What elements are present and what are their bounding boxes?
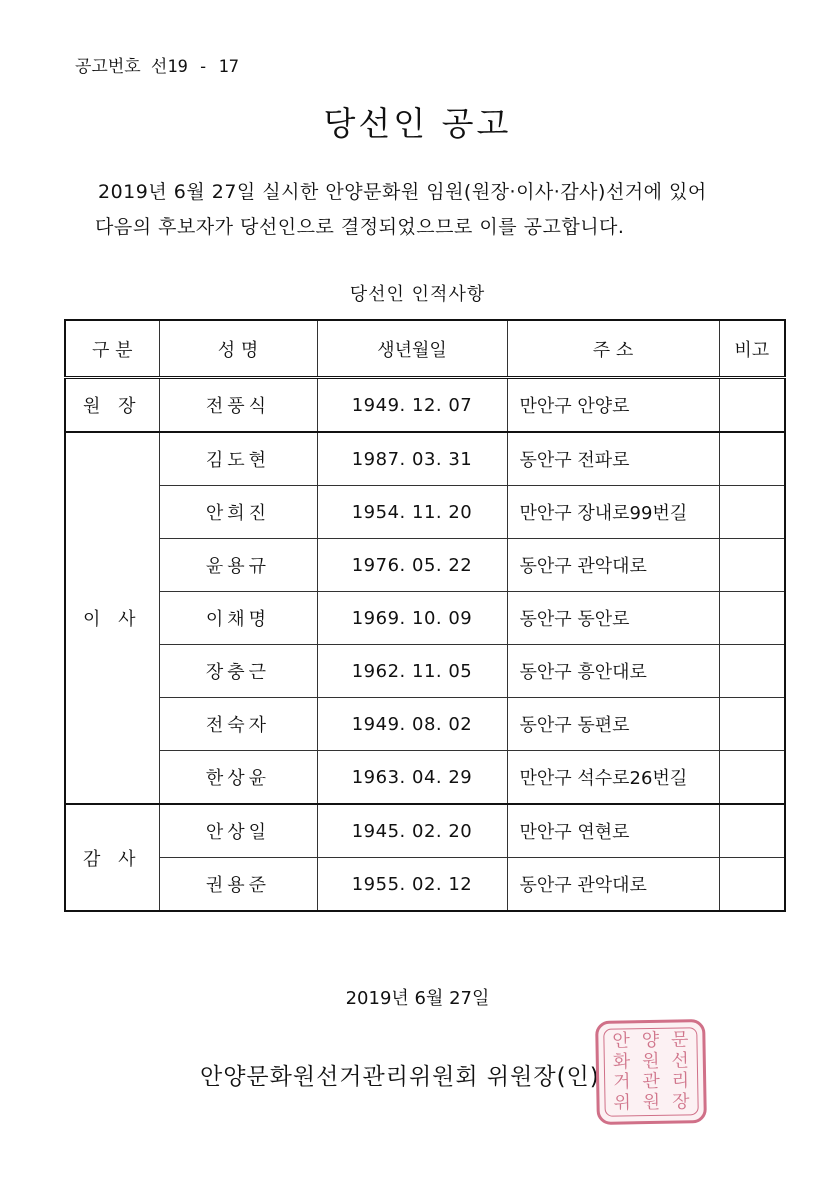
- cell-note: [719, 804, 785, 858]
- table-row: [65, 751, 785, 805]
- cell-address: 동안구 동편로: [507, 698, 719, 751]
- seal-glyph: 화: [612, 1051, 631, 1073]
- cell-address: 동안구 전파로: [507, 432, 719, 486]
- cell-name: 윤용규: [159, 539, 317, 592]
- table-caption: 당선인 인적사항: [349, 284, 486, 305]
- category-auditor: 감 사: [65, 804, 159, 911]
- cell-address: 동안구 흥안대로: [507, 645, 719, 698]
- table-header-row: [65, 320, 785, 378]
- seal-glyph: 양: [641, 1030, 660, 1052]
- header-dob: 생년월일: [317, 320, 507, 378]
- notice-body-line-2: 다음의 후보자가 당선인으로 결정되었으므로 이를 공고합니다.: [95, 216, 625, 238]
- table-row: [65, 432, 785, 486]
- cell-name: 전숙자: [159, 698, 317, 751]
- cell-address: 만안구 안양로: [507, 378, 719, 433]
- cell-name: 안희진: [159, 486, 317, 539]
- cell-name: 김도현: [159, 432, 317, 486]
- table-row: [65, 698, 785, 751]
- cell-address: 만안구 장내로99번길: [507, 486, 719, 539]
- cell-address: 동안구 관악대로: [507, 539, 719, 592]
- table-row: [65, 592, 785, 645]
- cell-note: [719, 751, 785, 805]
- table-row: [65, 804, 785, 858]
- seal-glyph: 원: [641, 1050, 660, 1072]
- cell-address: 동안구 동안로: [507, 592, 719, 645]
- cell-note: [719, 858, 785, 912]
- cell-name: 전풍식: [159, 378, 317, 433]
- cell-dob: 1949. 08. 02: [317, 698, 507, 751]
- notice-number: 공고번호 선19 - 17: [75, 57, 239, 77]
- cell-name: 권용준: [159, 858, 317, 912]
- cell-address: 동안구 관악대로: [507, 858, 719, 912]
- cell-name: 한상윤: [159, 751, 317, 805]
- cell-dob: 1976. 05. 22: [317, 539, 507, 592]
- seal-glyph: 리: [671, 1070, 690, 1092]
- cell-note: [719, 378, 785, 433]
- table-row: [65, 858, 785, 912]
- seal-glyph: 위: [613, 1092, 632, 1114]
- notice-body: [95, 175, 798, 245]
- cell-dob: 1945. 02. 20: [317, 804, 507, 858]
- cell-dob: 1963. 04. 29: [317, 751, 507, 805]
- signature-date: 2019년 6월 27일: [345, 988, 490, 1009]
- cell-name: 이채명: [159, 592, 317, 645]
- cell-note: [719, 539, 785, 592]
- cell-note: [719, 432, 785, 486]
- cell-dob: 1962. 11. 05: [317, 645, 507, 698]
- seal-glyph: 문: [670, 1029, 689, 1051]
- seal-glyph: 원: [642, 1091, 661, 1113]
- header-name: 성 명: [159, 320, 317, 378]
- seal-inner-border: [603, 1027, 699, 1117]
- cell-note: [719, 592, 785, 645]
- cell-dob: 1949. 12. 07: [317, 378, 507, 433]
- cell-dob: 1955. 02. 12: [317, 858, 507, 912]
- cell-name: 장충근: [159, 645, 317, 698]
- table-row: [65, 539, 785, 592]
- cell-address: 만안구 석수로26번길: [507, 751, 719, 805]
- seal-glyph: 관: [642, 1071, 661, 1093]
- cell-note: [719, 698, 785, 751]
- header-category: 구 분: [65, 320, 159, 378]
- table-row: [65, 486, 785, 539]
- document-title: 당선인 공고: [323, 104, 512, 143]
- cell-dob: 1987. 03. 31: [317, 432, 507, 486]
- winners-table: [64, 319, 786, 912]
- cell-address: 만안구 연현로: [507, 804, 719, 858]
- header-address: 주 소: [507, 320, 719, 378]
- notice-body-line-1: 2019년 6월 27일 실시한 안양문화원 임원(원장·이사·감사)선거에 있어: [98, 181, 707, 203]
- header-note: 비고: [719, 320, 785, 378]
- issuer-signature: 안양문화원선거관리위원회 위원장(인): [200, 1064, 600, 1090]
- table-row: [65, 378, 785, 433]
- table-row: [65, 645, 785, 698]
- seal-glyph: 거: [612, 1071, 631, 1093]
- seal-glyph: 선: [671, 1050, 689, 1072]
- cell-note: [719, 486, 785, 539]
- cell-note: [719, 645, 785, 698]
- seal-glyph: 안: [612, 1030, 630, 1052]
- seal-glyph: 장: [671, 1091, 690, 1113]
- cell-dob: 1954. 11. 20: [317, 486, 507, 539]
- official-seal-stamp: [595, 1019, 707, 1125]
- category-director: 원 장: [65, 378, 159, 433]
- category-board: 이 사: [65, 432, 159, 804]
- cell-dob: 1969. 10. 09: [317, 592, 507, 645]
- cell-name: 안상일: [159, 804, 317, 858]
